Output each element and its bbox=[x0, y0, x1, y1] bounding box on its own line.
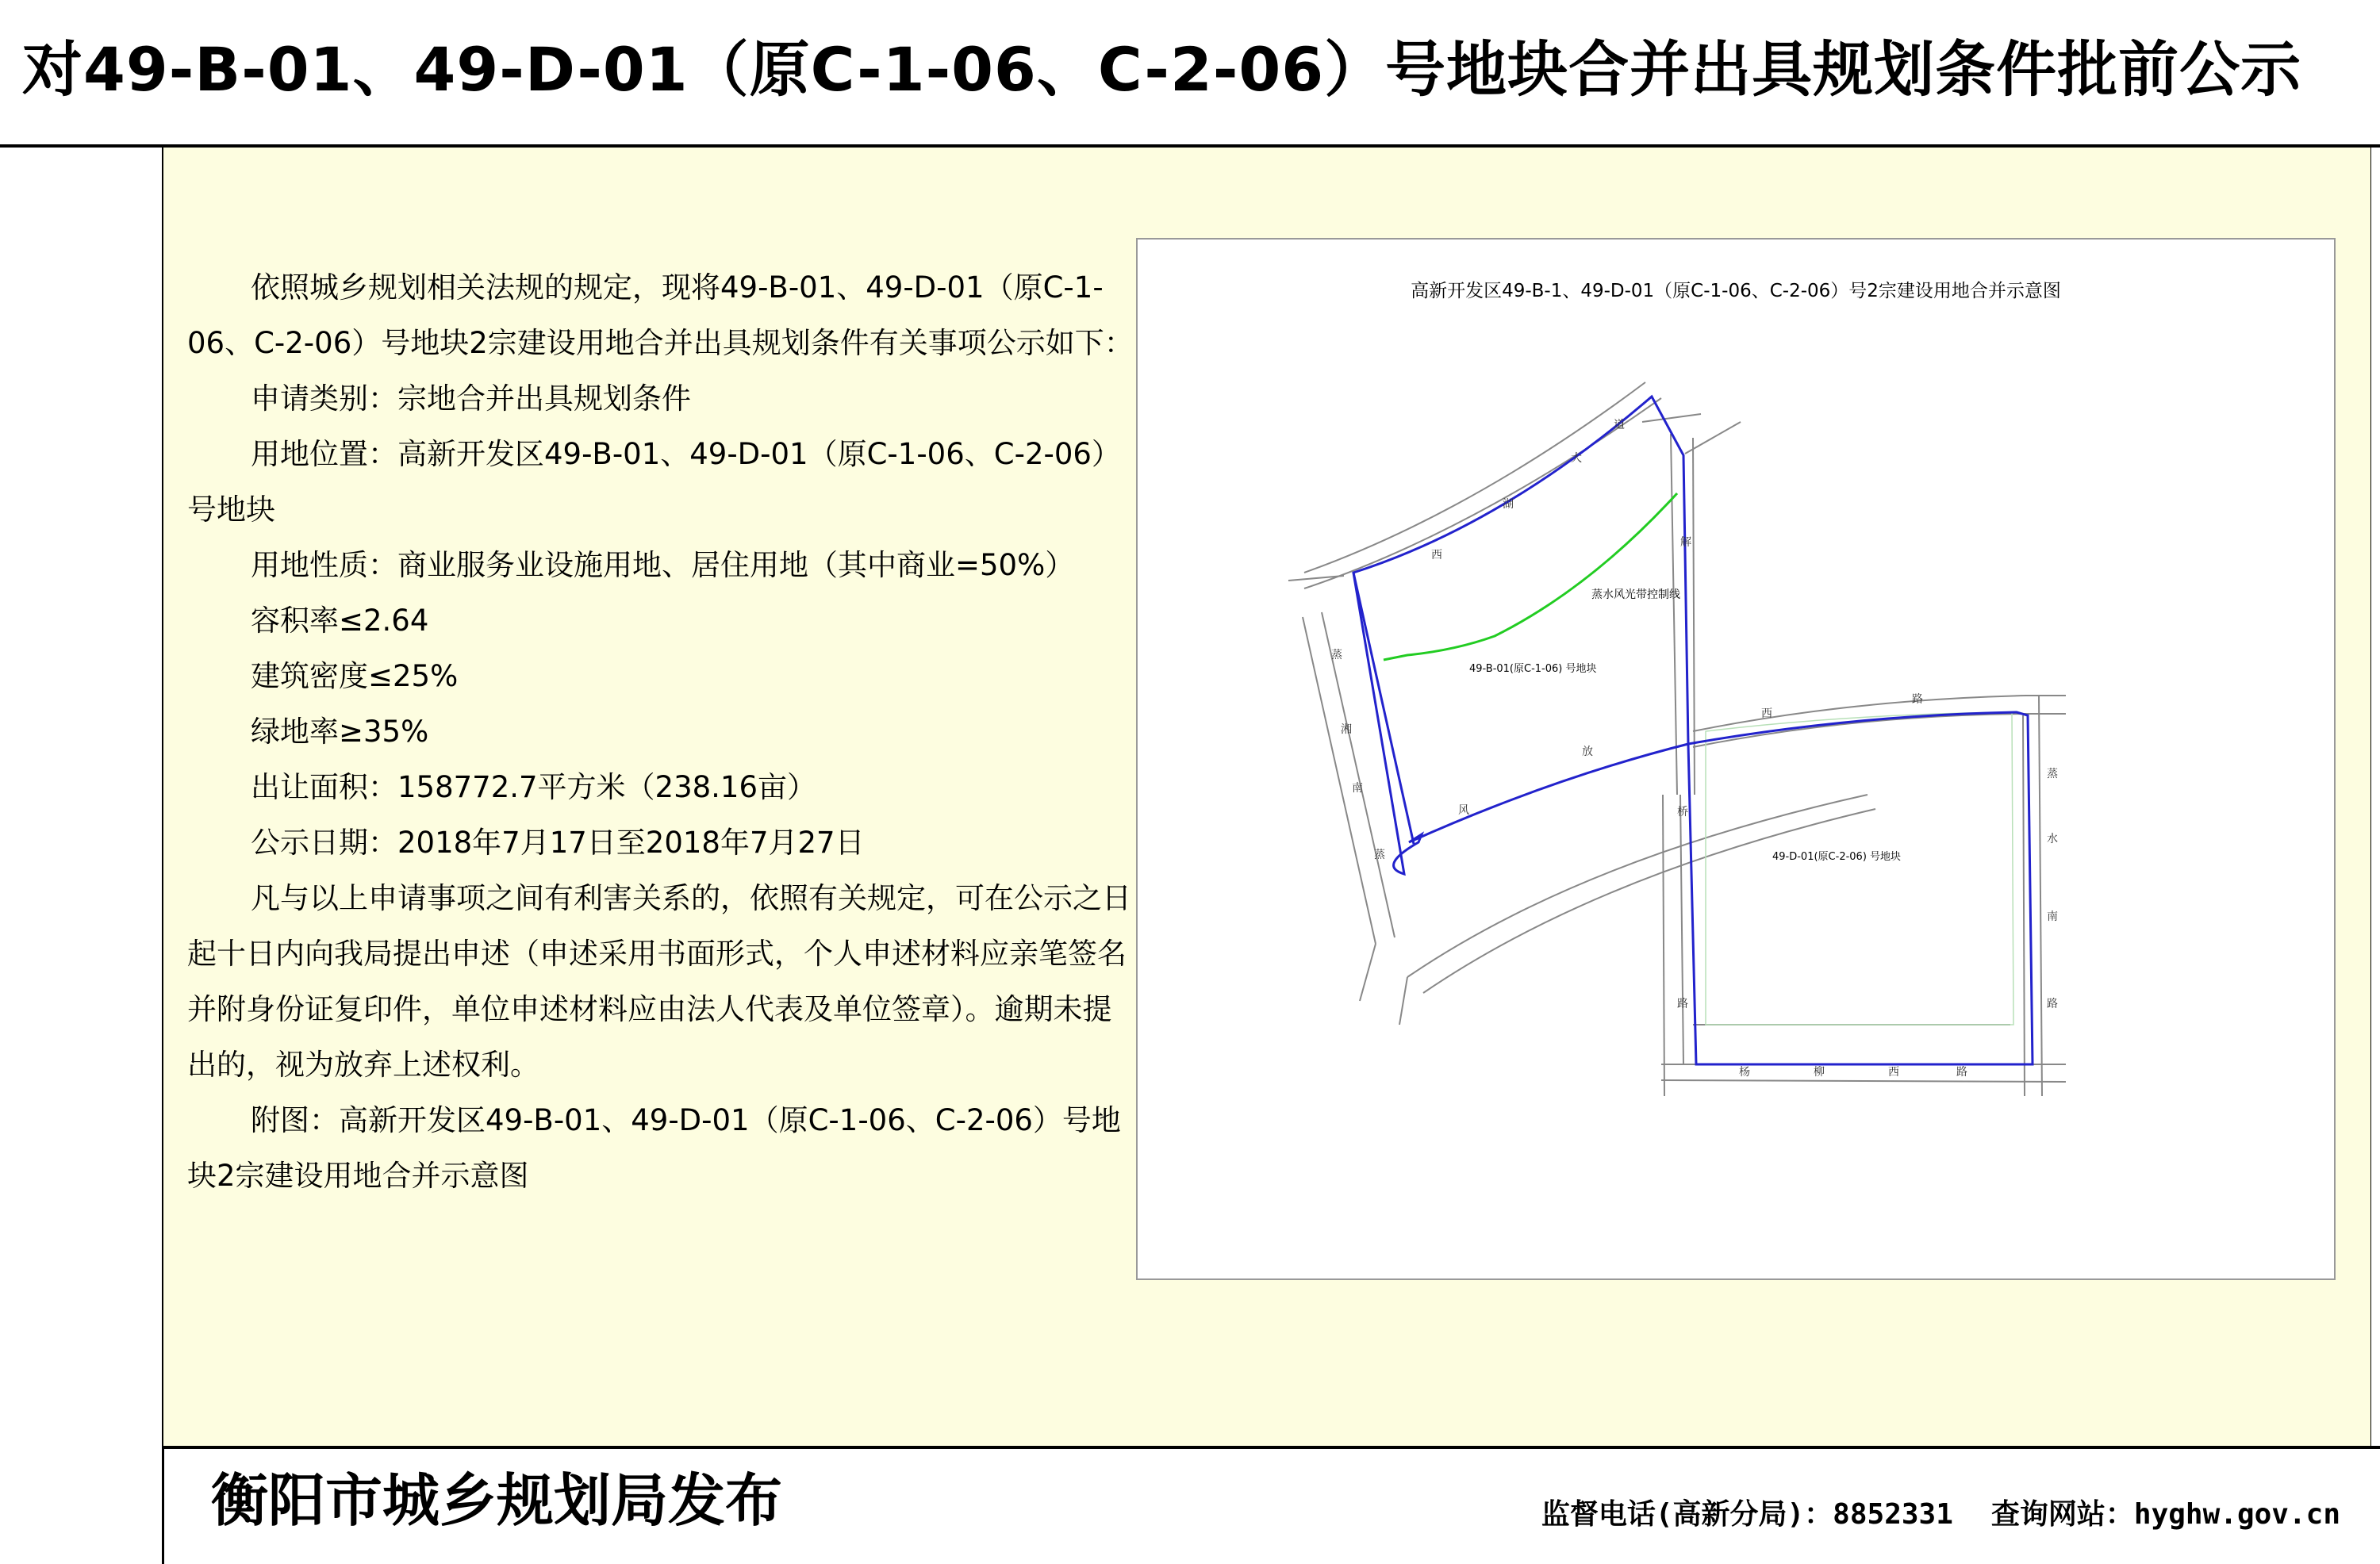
website-link[interactable]: hyghw.gov.cn bbox=[2133, 1498, 2340, 1531]
road-east-edge-a bbox=[2039, 696, 2042, 1096]
notice-item-far: 容积率≤2.64 bbox=[251, 604, 429, 638]
site-plan-figure bbox=[1136, 238, 2336, 1280]
road-mid-lower-edge-b bbox=[1663, 795, 1664, 1096]
road-north-char: 湖 bbox=[1503, 498, 1514, 511]
road-east-char: 水 bbox=[2047, 833, 2058, 845]
green-line-label: 蒸水风光带控制线 bbox=[1591, 588, 1680, 601]
road-south-char: 西 bbox=[1888, 1066, 1899, 1079]
green-control-line bbox=[1384, 493, 1677, 660]
parcel-b-label: 49-B-01(原C-1-06) 号地块 bbox=[1469, 663, 1597, 675]
road-north-char: 道 bbox=[1614, 419, 1625, 431]
road-south-edge-b bbox=[1661, 1080, 2066, 1082]
road-sw-edge-a bbox=[1407, 795, 1868, 977]
road-east-char: 路 bbox=[2047, 998, 2058, 1010]
road-mid-edge-a bbox=[1671, 434, 1677, 795]
road-ew-char: 路 bbox=[1912, 693, 1923, 706]
road-south-char: 柳 bbox=[1814, 1066, 1825, 1079]
site-plan-map bbox=[1138, 240, 2334, 1278]
notice-text bbox=[187, 260, 1139, 1204]
road-west-char: 南 bbox=[1352, 782, 1363, 795]
road-west-edge-b bbox=[1303, 617, 1376, 944]
road-east-char: 南 bbox=[2047, 910, 2058, 923]
road-sw-edge-b bbox=[1423, 809, 1875, 993]
road-mid-char: 解 bbox=[1680, 536, 1691, 549]
parcel-d-label: 49-D-01(原C-2-06) 号地块 bbox=[1772, 851, 1902, 863]
road-west-char: 湘 bbox=[1341, 723, 1352, 736]
parcel-b-west-edge bbox=[1353, 573, 1414, 844]
road-mid-char: 放 bbox=[1582, 746, 1593, 758]
notice-item-category: 申请类别：宗地合并出具规划条件 bbox=[251, 381, 691, 416]
road-west-char: 蒸 bbox=[1331, 649, 1342, 661]
road-mid-lower-edge-a bbox=[1680, 795, 1683, 1064]
parcel-d-boundary bbox=[1688, 712, 2033, 1064]
footer-divider bbox=[162, 1446, 2380, 1449]
road-sw-stub-a bbox=[1360, 944, 1376, 1001]
publisher-name: 衡阳市城乡规划局发布 bbox=[211, 1467, 783, 1534]
road-east-edge-b bbox=[2023, 715, 2025, 1096]
notice-item-appeal: 凡与以上申请事项之间有利害关系的，依照有关规定，可在公示之日起十日内向我局提出申述（申述采用书面形式，个人申述材料应亲笔签名并附身份证复印件，单位申述材料应由法人代表及单位签章）。逾期未提出的，视为放弃上述权利。 bbox=[187, 881, 1131, 1082]
road-south-char: 杨 bbox=[1739, 1066, 1750, 1079]
road-north-outer-edge bbox=[1304, 382, 1645, 573]
road-mid-char: 路 bbox=[1677, 998, 1688, 1010]
notice-item-area: 出让面积：158772.7平方米（238.16亩） bbox=[251, 770, 817, 804]
parcel-d-inner-line bbox=[1706, 712, 2013, 1025]
page-header bbox=[0, 0, 2380, 144]
notice-intro: 依照城乡规划相关法规的规定，现将49-B-01、49-D-01（原C-1-06、C-2-06）号地块2宗建设用地合并出具规划条件有关事项公示如下： bbox=[187, 270, 1134, 360]
page-title: 对49-B-01、49-D-01（原C-1-06、C-2-06）号地块合并出具规划条件批前公示 bbox=[22, 34, 2302, 105]
footer-contact bbox=[1541, 1491, 2340, 1539]
road-south-char: 路 bbox=[1956, 1066, 1967, 1079]
notice-item-attachment: 附图：高新开发区49-B-01、49-D-01（原C-1-06、C-2-06）号地块2宗建设用地合并示意图 bbox=[187, 1103, 1121, 1193]
road-east-char: 蒸 bbox=[2047, 768, 2058, 780]
road-mid-edge-b bbox=[1693, 438, 1695, 795]
notice-item-green-ratio: 绿地率≥35% bbox=[251, 715, 429, 749]
road-sw-char: 风 bbox=[1458, 804, 1469, 817]
road-north-char: 大 bbox=[1571, 452, 1582, 465]
road-mid-top-edge bbox=[1642, 414, 1701, 422]
road-sw-char: 蒸 bbox=[1374, 849, 1385, 861]
phone-number: 8852331 bbox=[1833, 1498, 1953, 1531]
notice-item-location: 用地位置：高新开发区49-B-01、49-D-01（原C-1-06、C-2-06）号地块 bbox=[187, 437, 1121, 527]
map-title: 高新开发区49-B-1、49-D-01（原C-1-06、C-2-06）号2宗建设用地合并示意图 bbox=[1411, 281, 2061, 301]
road-mid-char: 桥 bbox=[1677, 806, 1688, 818]
website-label: 查询网站： bbox=[1990, 1498, 2134, 1531]
phone-label: 监督电话(高新分局)： bbox=[1541, 1498, 1833, 1531]
notice-item-density: 建筑密度≤25% bbox=[251, 659, 459, 693]
road-ew-char: 西 bbox=[1761, 707, 1772, 720]
notice-item-dates: 公示日期：2018年7月17日至2018年7月27日 bbox=[251, 826, 865, 860]
notice-item-land-use: 用地性质：商业服务业设施用地、居住用地（其中商业=50%） bbox=[251, 548, 1075, 582]
road-network bbox=[1288, 382, 2066, 1096]
road-sw-stub-b bbox=[1399, 977, 1407, 1025]
road-north-char: 西 bbox=[1431, 549, 1442, 562]
